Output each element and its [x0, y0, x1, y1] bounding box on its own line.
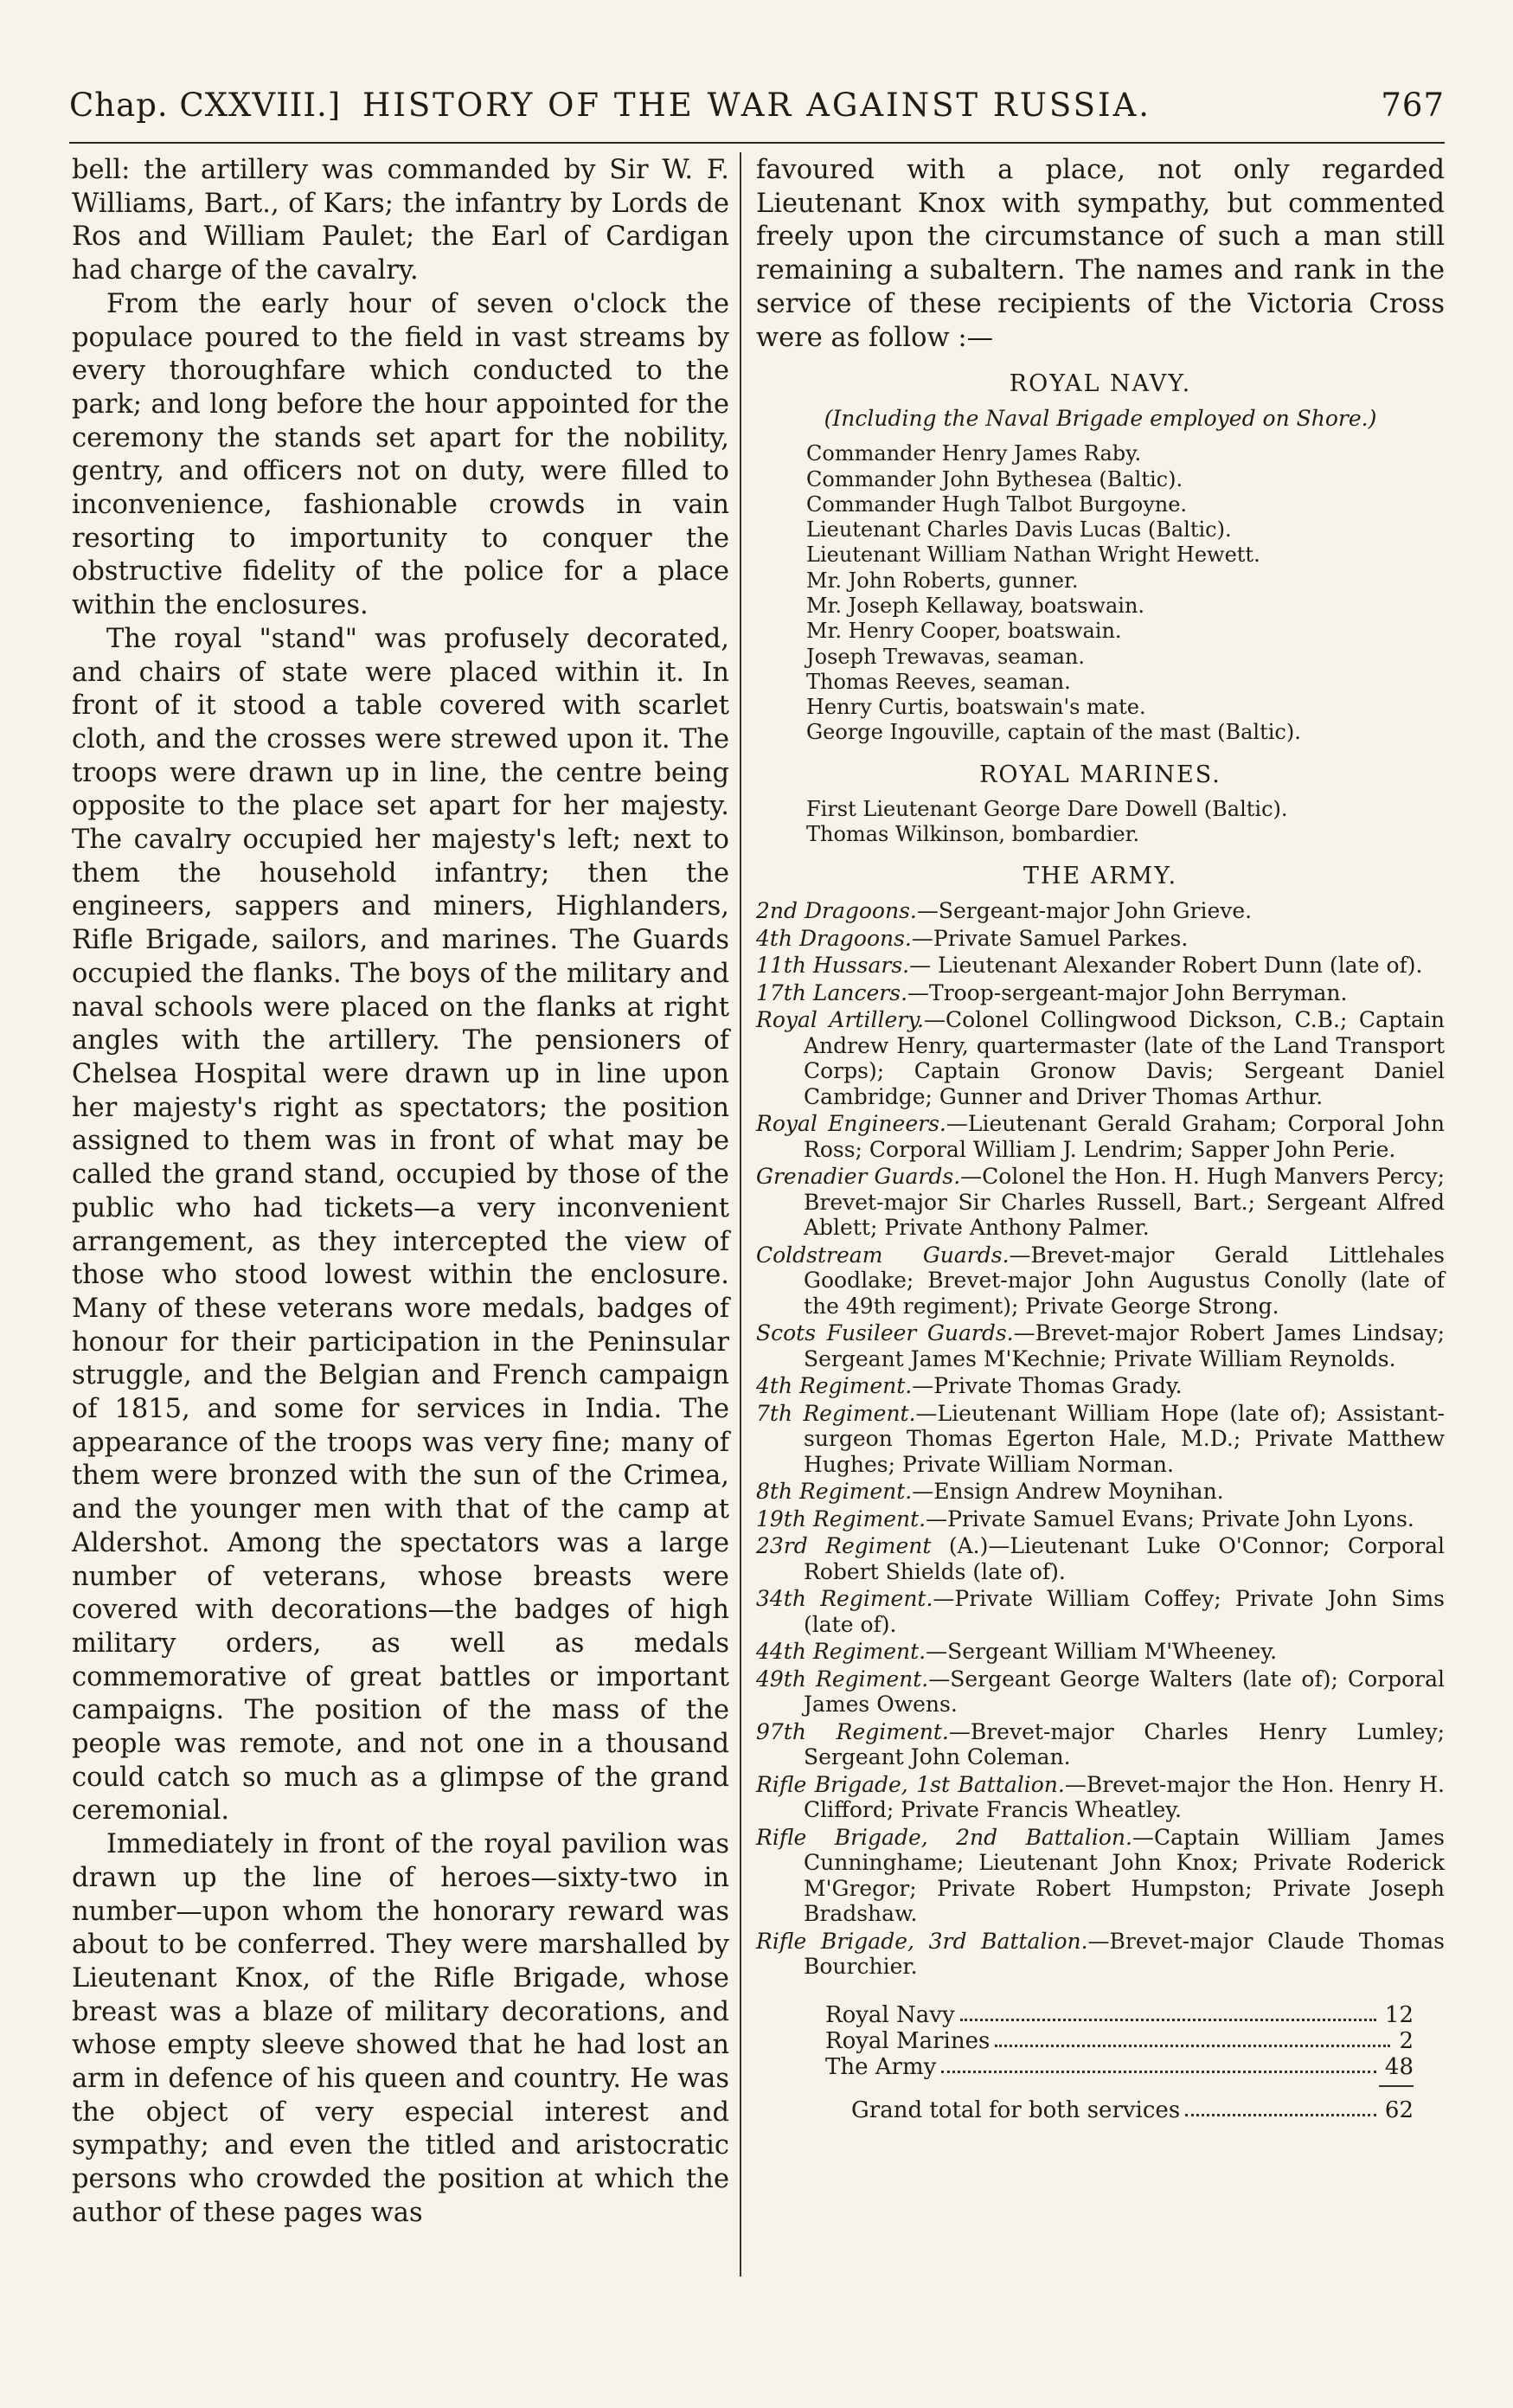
recipients: —Brevet-major Claude Thomas Bourchier.: [804, 1928, 1446, 1980]
leader-dots: [1185, 2097, 1376, 2116]
leader-dots: [995, 2028, 1390, 2047]
army-entry: [756, 898, 1445, 924]
recipients: —Private Samuel Evans; Private John Lyons.: [926, 1506, 1414, 1531]
unit-name: Royal Artillery.: [756, 1007, 924, 1033]
army-list: [756, 898, 1445, 1980]
unit-name: Grenadier Guards.: [756, 1164, 961, 1190]
list-item: Commander John Bythesea (Baltic).: [806, 466, 1183, 491]
army-entry: [756, 1111, 1445, 1162]
totals-label: The Army: [825, 2053, 937, 2080]
recipients: —Lieutenant William Hope (late of); Assistant-surgeon Thomas Egerton Hale, M.D.; Private Matthew Hughes; Private William Norman.: [804, 1400, 1445, 1477]
unit-name: 7th Regiment.: [756, 1400, 916, 1426]
recipients: —Lieutenant Gerald Graham; Corporal John Ross; Corporal William J. Lendrim; Sapper John Perie.: [804, 1111, 1445, 1162]
marines-heading: ROYAL MARINES.: [979, 761, 1221, 788]
list-item: Commander Henry James Raby.: [806, 441, 1142, 466]
army-entry: [756, 1373, 1445, 1399]
unit-name: Rifle Brigade, 3rd Battalion.: [756, 1928, 1088, 1954]
totals-table: [825, 2002, 1414, 2123]
recipients: —Brevet-major Gerald Littlehales Goodlake; Brevet-major John Augustus Conolly (late of the 49th regiment); Private George Strong.: [804, 1242, 1445, 1319]
totals-value: 2: [1399, 2027, 1414, 2054]
unit-name: Scots Fusileer Guards.: [756, 1320, 1014, 1346]
army-entry: [756, 1929, 1445, 1980]
chapter-label: Chap. CXXVIII.]: [69, 87, 342, 124]
sum-rule: [1379, 2085, 1414, 2087]
recipients: —Sergeant William M'Wheeney.: [926, 1639, 1278, 1665]
army-entry: [756, 1666, 1445, 1718]
army-heading: THE ARMY.: [1023, 863, 1178, 890]
leader-dots: [960, 2002, 1376, 2021]
recipients: —Brevet-major Charles Henry Lumley; Sergeant John Coleman.: [804, 1718, 1445, 1770]
army-entry: [756, 1164, 1445, 1241]
navy-heading: ROYAL NAVY.: [1009, 370, 1192, 398]
unit-name: 23rd Regiment: [756, 1533, 932, 1559]
army-entry: [756, 1772, 1445, 1823]
leader-dots: [941, 2054, 1376, 2073]
left-column: [72, 154, 729, 2231]
list-item: First Lieutenant George Dare Dowell (Baltic).: [806, 796, 1288, 821]
army-entry: [756, 1639, 1445, 1665]
totals-value: 12: [1384, 2001, 1414, 2028]
page-header: [69, 87, 1445, 138]
running-title: HISTORY OF THE WAR AGAINST RUSSIA.: [362, 87, 1152, 124]
army-entry: [756, 980, 1445, 1006]
recipients: —Sergeant George Walters (late of); Corporal James Owens.: [804, 1666, 1445, 1718]
unit-name: Royal Engineers.: [756, 1111, 946, 1137]
unit-name: 44th Regiment.: [756, 1639, 926, 1665]
list-item: Mr. John Roberts, gunner.: [806, 568, 1079, 593]
column-divider: [740, 152, 741, 2276]
page-number: 767: [1381, 87, 1445, 124]
army-entry: [756, 926, 1445, 952]
list-item: Thomas Reeves, seaman.: [806, 669, 1071, 694]
army-entry: [756, 1320, 1445, 1371]
army-entry: [756, 1007, 1445, 1109]
unit-name: 4th Regiment.: [756, 1373, 913, 1399]
unit-name: 19th Regiment.: [756, 1506, 926, 1531]
list-item: George Ingouville, captain of the mast (Baltic).: [806, 720, 1301, 745]
totals-value: 48: [1384, 2053, 1414, 2080]
unit-name: 97th Regiment.: [756, 1718, 949, 1744]
unit-name: 2nd Dragoons.: [756, 898, 917, 924]
recipients: —Private William Coffey; Private John Sims (late of).: [804, 1586, 1445, 1637]
list-item: Joseph Trewavas, seaman.: [806, 644, 1085, 669]
list-item: Lieutenant Charles Davis Lucas (Baltic).: [806, 517, 1232, 543]
navy-list: [756, 441, 1445, 746]
grand-total-row: [851, 2097, 1414, 2123]
list-item: Lieutenant William Nathan Wright Hewett.: [806, 543, 1260, 568]
army-entry: [756, 1586, 1445, 1637]
recipients: —Sergeant-major John Grieve.: [916, 898, 1253, 924]
recipients: —Captain William James Cunninghame; Lieutenant John Knox; Private Roderick M'Gregor; Private Robert Humpston; Private Joseph Bradshaw.: [804, 1824, 1445, 1927]
grand-total-label: Grand total for both services: [851, 2097, 1181, 2123]
unit-name: 11th Hussars.: [756, 953, 910, 979]
list-item: Mr. Henry Cooper, boatswain.: [806, 619, 1122, 644]
paragraph: The royal "stand" was profusely decorated, and chairs of state were placed within it. In front of it stood a table covered with scarlet cloth, and the crosses were strewed upon it. The troops were drawn up in line, the centre being opposite to the place set apart for her majesty. The cavalry occupied her majesty's left; next to them the household infantry; then the engineers, sappers and miners, Highlanders, Rifle Brigade, sailors, and marines. The Guards occupied the flanks. The boys of the military and naval schools were placed on the flanks at right angles with the artillery. The pensioners of Chelsea Hospital were drawn up in line upon her majesty's right as spectators; the position assigned to them was in front of what may be called the grand stand, occupied by those of the public who had tickets—a very inconvenient arrangement, as they intercepted the view of those who stood lowest within the enclosure. Many of these veterans wore medals, badges of honour for their participation in the Peninsular struggle, and the Belgian and French campaign of 1815, and some for services in India. The appearance of the troops was very fine; many of them were bronzed with the sun of the Crimea, and the younger men with that of the camp at Aldershot. Among the spectators was a large number of veterans, whose breasts were covered with decorations—the badges of high military orders, as well as medals commemorative of great battles or important campaigns. The position of the mass of the people was remote, and not one in a thousand could catch so much as a glimpse of the grand ceremonial.: [72, 623, 729, 1827]
paragraph: favoured with a place, not only regarded Lieutenant Knox with sympathy, but commented freely upon the circumstance of such a man still remaining a subaltern. The names and rank in the service of these recipients of the Victoria Cross were as follow :—: [756, 155, 1445, 353]
paragraph: bell: the artillery was commanded by Sir W. F. Williams, Bart., of Kars; the infantry by Lords de Ros and William Paulet; the Earl of Cardigan had charge of the cavalry.: [72, 155, 729, 286]
unit-name: Rifle Brigade, 1st Battalion.: [756, 1771, 1065, 1797]
army-entry: [756, 1401, 1445, 1478]
totals-row: [825, 2002, 1414, 2028]
recipients: (A.)—Lieutenant Luke O'Connor; Corporal Robert Shields (late of).: [804, 1533, 1445, 1584]
list-item: Henry Curtis, boatswain's mate.: [806, 695, 1146, 720]
unit-name: Rifle Brigade, 2nd Battalion.: [756, 1824, 1132, 1850]
recipients: —Colonel Collingwood Dickson, C.B.; Captain Andrew Henry, quartermaster (late of the Land Transport Corps); Captain Gronow Davis; Sergeant Daniel Cambridge; Gunner and Driver Thomas Arthur.: [804, 1007, 1446, 1109]
army-entry: [756, 953, 1445, 979]
unit-name: 49th Regiment.: [756, 1666, 929, 1692]
army-entry: [756, 1479, 1445, 1505]
army-entry: [756, 1533, 1445, 1584]
marines-list: [756, 797, 1445, 848]
recipients: —Brevet-major the Hon. Henry H. Clifford; Private Francis Wheatley.: [804, 1771, 1446, 1823]
totals-row: [825, 2028, 1414, 2054]
totals-label: Royal Navy: [825, 2001, 955, 2028]
unit-name: 17th Lancers.: [756, 979, 908, 1005]
right-column: [756, 154, 1445, 2123]
army-entry: [756, 1719, 1445, 1770]
army-entry: [756, 1243, 1445, 1320]
army-entry: [756, 1506, 1445, 1532]
recipients: —Private Thomas Grady.: [912, 1373, 1183, 1399]
recipients: —Private Samuel Parkes.: [911, 925, 1189, 951]
recipients: — Lieutenant Alexander Robert Dunn (late of).: [909, 953, 1423, 979]
paragraph: Immediately in front of the royal pavilion was drawn up the line of heroes—sixty-two in number—upon whom the honorary reward was about to be conferred. They were marshalled by Lieutenant Knox, of the Rifle Brigade, whose breast was a blaze of military decorations, and whose empty sleeve showed that he had lost an arm in defence of his queen and country. He was the object of very especial interest and sympathy; and even the titled and aristocratic persons who crowded the position at which the author of these pages was: [72, 1829, 729, 2228]
list-item: Commander Hugh Talbot Burgoyne.: [806, 491, 1188, 517]
unit-name: 8th Regiment.: [756, 1479, 913, 1505]
totals-row: [825, 2054, 1414, 2080]
totals-label: Royal Marines: [825, 2027, 991, 2054]
army-entry: [756, 1825, 1445, 1927]
recipients: —Troop-sergeant-major John Berryman.: [907, 979, 1348, 1005]
header-rule: [69, 142, 1445, 144]
unit-name: 34th Regiment.: [756, 1586, 933, 1612]
unit-name: 4th Dragoons.: [756, 925, 912, 951]
recipients: —Ensign Andrew Moynihan.: [912, 1479, 1224, 1505]
list-item: Mr. Joseph Kellaway, boatswain.: [806, 594, 1145, 618]
navy-subheading: (Including the Naval Brigade employed on Shore.): [824, 406, 1377, 432]
grand-total-value: 62: [1384, 2097, 1414, 2123]
recipients: —Brevet-major Robert James Lindsay; Sergeant James M'Kechnie; Private William Reynolds.: [804, 1320, 1445, 1371]
list-item: Thomas Wilkinson, bombardier.: [806, 822, 1140, 847]
recipients: —Colonel the Hon. H. Hugh Manvers Percy; Brevet-major Sir Charles Russell, Bart.; Sergeant Alfred Ablett; Private Anthony Palmer.: [804, 1164, 1445, 1241]
paragraph: From the early hour of seven o'clock the populace poured to the field in vast streams by every thoroughfare which conducted to the park; and long before the hour appointed for the ceremony the stands set apart for the nobility, gentry, and officers not on duty, were filled to inconvenience, fashionable crowds in vain resorting to importunity to conquer the obstructive fidelity of the police for a place within the enclosures.: [72, 288, 729, 621]
unit-name: Coldstream Guards.: [756, 1242, 1010, 1268]
